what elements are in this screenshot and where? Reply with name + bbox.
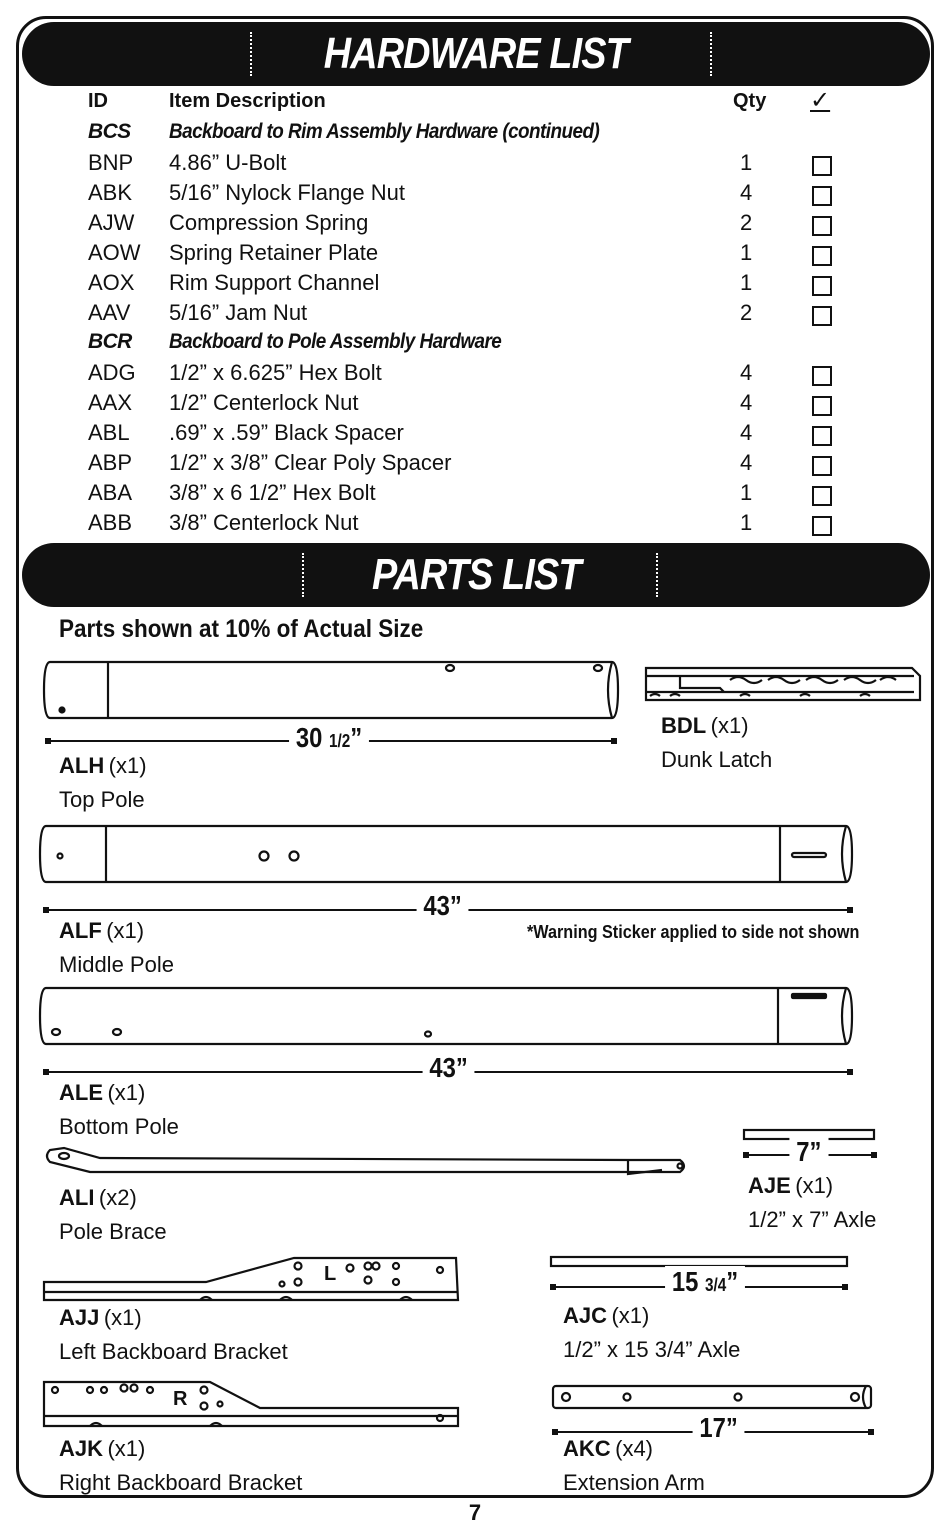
part-label-ali: ALI (x2) Pole Brace <box>59 1185 167 1244</box>
row-qty: 1 <box>740 510 753 535</box>
row-id: ABP <box>88 450 133 475</box>
part-label-aje: AJE (x1) 1/2” x 7” Axle <box>748 1173 877 1232</box>
row-description: 1/2” x 3/8” Clear Poly Spacer <box>169 450 452 475</box>
row-id: BCR <box>88 330 132 353</box>
top-pole-dimension: 30 1/2” <box>289 722 369 754</box>
left-backboard-bracket-drawing <box>44 1258 458 1300</box>
row-description: 4.86” U-Bolt <box>169 150 287 175</box>
part-label-akc: AKC (x4) Extension Arm <box>563 1436 705 1495</box>
bottom-pole-dimension: 43” <box>423 1052 475 1084</box>
row-id: ABL <box>88 420 130 445</box>
row-description: .69” x .59” Black Spacer <box>169 420 404 445</box>
row-id: BNP <box>88 150 134 175</box>
row-id: AOW <box>88 240 141 265</box>
parts-list-title: PARTS LIST <box>371 550 581 599</box>
header-check: ✓ <box>810 87 831 114</box>
dunk-latch-drawing <box>646 668 920 700</box>
row-description: 1/2” x 6.625” Hex Bolt <box>169 360 382 385</box>
page-number: 7 <box>468 1500 482 1525</box>
row-id: ABB <box>88 510 133 535</box>
row-description: Rim Support Channel <box>169 270 380 295</box>
row-id: AAV <box>88 300 131 325</box>
axle-15-dimension: 15 3/4” <box>665 1266 745 1298</box>
bottom-pole-drawing <box>40 988 852 1044</box>
row-description: Spring Retainer Plate <box>169 240 379 265</box>
row-qty: 4 <box>740 180 753 205</box>
row-qty: 4 <box>740 360 753 385</box>
row-id: BCS <box>88 120 131 143</box>
axle-15-drawing <box>551 1257 847 1266</box>
row-qty: 1 <box>740 270 753 295</box>
row-id: AJW <box>88 210 135 235</box>
row-qty: 4 <box>740 390 753 415</box>
row-description: 3/8” x 6 1/2” Hex Bolt <box>169 480 376 505</box>
header-qty: Qty <box>733 90 767 112</box>
pole-brace-drawing <box>47 1148 684 1174</box>
part-label-alf: ALF (x1) Middle Pole <box>59 918 174 977</box>
row-qty: 1 <box>740 240 753 265</box>
row-id: ADG <box>88 360 136 385</box>
row-description: 1/2” Centerlock Nut <box>169 390 359 415</box>
part-label-ale: ALE (x1) Bottom Pole <box>59 1080 179 1139</box>
part-label-ajj: AJJ (x1) Left Backboard Bracket <box>59 1305 288 1364</box>
row-description: Backboard to Rim Assembly Hardware (continued) <box>169 120 600 143</box>
part-label-ajk: AJK (x1) Right Backboard Bracket <box>59 1436 303 1495</box>
scale-note: Parts shown at 10% of Actual Size <box>59 615 424 643</box>
part-label-ajc: AJC (x1) 1/2” x 15 3/4” Axle <box>563 1303 741 1362</box>
right-bracket-mark: R <box>173 1388 188 1410</box>
middle-pole-dimension: 43” <box>417 890 469 922</box>
row-qty: 1 <box>740 150 753 175</box>
row-qty: 2 <box>740 300 753 325</box>
warning-note: *Warning Sticker applied to side not shown <box>527 922 860 942</box>
header-description: Item Description <box>169 90 326 112</box>
row-id: AOX <box>88 270 135 295</box>
row-qty: 4 <box>740 450 753 475</box>
extension-arm-drawing <box>553 1386 871 1408</box>
middle-pole-drawing <box>40 826 852 882</box>
top-pole-drawing <box>44 662 618 718</box>
row-description: Backboard to Pole Assembly Hardware <box>169 330 502 353</box>
row-id: ABK <box>88 180 133 205</box>
header-id: ID <box>88 90 108 112</box>
row-description: 5/16” Jam Nut <box>169 300 308 325</box>
row-description: 5/16” Nylock Flange Nut <box>169 180 405 205</box>
hardware-list-title: HARDWARE LIST <box>323 29 629 78</box>
extension-arm-dimension: 17” <box>693 1412 745 1444</box>
row-qty: 4 <box>740 420 753 445</box>
part-label-bdl: BDL (x1) Dunk Latch <box>661 713 773 772</box>
part-label-alh: ALH (x1) Top Pole <box>59 753 147 812</box>
row-id: AAX <box>88 390 133 415</box>
axle-7-dimension: 7” <box>789 1136 828 1168</box>
row-qty: 1 <box>740 480 753 505</box>
row-description: Compression Spring <box>169 210 369 235</box>
left-bracket-mark: L <box>324 1263 337 1285</box>
row-qty: 2 <box>740 210 753 235</box>
row-id: ABA <box>88 480 133 505</box>
row-description: 3/8” Centerlock Nut <box>169 510 359 535</box>
right-backboard-bracket-drawing <box>44 1382 458 1426</box>
